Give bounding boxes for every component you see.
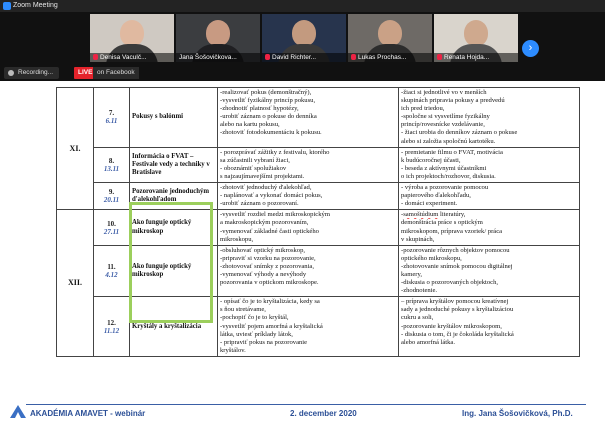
lesson-plan-table bbox=[56, 87, 580, 357]
lesson-goals: -vysvetliť rozdiel medzi mikroskopickým a makroskopickým pozorovaním, -vymenovať základné časti optického mikroskopu, bbox=[218, 210, 399, 245]
spellcheck-flag: samoštúdium bbox=[403, 211, 439, 219]
lesson-number: 10. 27.11 bbox=[94, 210, 130, 245]
footer-divider bbox=[26, 404, 586, 405]
table-row bbox=[57, 183, 580, 210]
stream-target: on Facebook bbox=[93, 67, 139, 79]
muted-mic-icon bbox=[93, 54, 98, 60]
participant-tile-2[interactable] bbox=[176, 14, 260, 62]
shared-screen-slide bbox=[0, 81, 605, 431]
table-row bbox=[57, 88, 580, 148]
lesson-goals: - porozprávať zážitky z festivalu, ktorého sa zúčastnili vybraní žiaci, - oboznámiť spolužiakov s najzaujímavejšími projektami. bbox=[218, 147, 399, 182]
table-row bbox=[57, 147, 580, 182]
window-titlebar bbox=[0, 0, 605, 12]
lesson-activities: - premietanie filmu o FVAT, motivácia k budúcoročnej účasti, - beseda z aktívnymi účastníkmi o ich projektoch/rozhovor, diskusia. bbox=[399, 147, 580, 182]
chevron-right-icon: › bbox=[528, 42, 533, 54]
table-row bbox=[57, 297, 580, 357]
lesson-topic: Kryštály a kryštalizácia bbox=[130, 297, 218, 357]
footer-author: Ing. Jana Šošovičková, Ph.D. bbox=[462, 409, 573, 418]
lesson-topic: Pokusy s balónmi bbox=[130, 88, 218, 148]
participant-name: David Richter... bbox=[262, 53, 346, 62]
participant-name: Jana Šošovičkova... bbox=[176, 53, 260, 62]
live-badge: LIVE bbox=[74, 67, 96, 79]
lesson-goals: -zhotoviť jednoduchý d'alekohľad, - naplánovať a vykonať domáci pokus, -urobiť záznam o pozorovaní. bbox=[218, 183, 399, 210]
participant-tile-5[interactable] bbox=[434, 14, 518, 62]
lesson-number: 11. 4.12 bbox=[94, 245, 130, 297]
lesson-activities: -samoštúdium literatúry, demonštrácia práce s optickým mikroskopom, príprava vzoriek/ práca v skupinách, bbox=[399, 210, 580, 245]
window-title: Zoom Meeting bbox=[13, 2, 58, 9]
recording-indicator[interactable]: Recording... bbox=[4, 67, 59, 79]
lesson-goals: -obsluhovať optický mikroskop, -pripraviť si vzorku na pozorovanie, -zhotovovať snímky z pozorovania, -vymenovať výhody a nevýhody pozorovania v optickom mikroskope. bbox=[218, 245, 399, 297]
participant-tile-4[interactable] bbox=[348, 14, 432, 62]
lesson-topic: Informácia o FVAT – Festivale vedy a techniky v Bratislave bbox=[130, 147, 218, 182]
record-icon bbox=[8, 70, 14, 76]
lesson-topic: Pozorovanie jednoduchým d'alekohľadom bbox=[130, 183, 218, 210]
amavet-logo-icon bbox=[8, 403, 28, 419]
footer-date: 2. december 2020 bbox=[290, 409, 357, 418]
lesson-goals: - opísať čo je to kryštalizácia, kedy sa s ňou stretávame, -pochopiť čo je to kryštál, -vysvetliť pojem amorfná a kryštalická látka, uviesť príklady látok, - pripraviť pokus na pozorovanie kryštálov. bbox=[218, 297, 399, 357]
lesson-activities: - výroba a pozorovanie pomocou papierového ďalekohľadu, - domáci experiment. bbox=[399, 183, 580, 210]
table-row bbox=[57, 210, 580, 245]
muted-mic-icon bbox=[437, 54, 442, 60]
next-participants-button[interactable] bbox=[522, 40, 539, 57]
lesson-topic: Ako funguje optický mikroskop bbox=[130, 245, 218, 297]
table-row bbox=[57, 245, 580, 297]
lesson-activities: – príprava kryštálov pomocou kreatívnej sady a jednoduché pokusy s kryštalizáciou cukru a soli, -pozorovanie kryštálov mikroskopom, - diskusia o tom, či je čokoláda kryštalická alebo amorfná látka. bbox=[399, 297, 580, 357]
participant-name: Denisa Vaculč... bbox=[90, 53, 174, 62]
lesson-number: 8. 13.11 bbox=[94, 147, 130, 182]
lesson-number: 12. 11.12 bbox=[94, 297, 130, 357]
status-bar bbox=[0, 65, 605, 81]
muted-mic-icon bbox=[265, 54, 270, 60]
participant-name: Renata Hojda... bbox=[434, 53, 518, 62]
zoom-logo-icon bbox=[3, 2, 11, 10]
lesson-activities: -pozorovanie rôznych objektov pomocou optického mikroskopu, -zhotovovanie snímok pomocou digitálnej kamery, -diskusia o pozorovaných objektoch, -zhodnotenie. bbox=[399, 245, 580, 297]
lesson-activities: -žiaci si jednotlivé vo v menších skupinách pripravia pokusy a predvedú ich pred triedou, -spoločne si vysvetlíme fyzikálny princíp/rovesnícke vzdelávanie, - žiaci urobia do denníkov záznam o pokuse alebo si založia spoločnú kartotéku. bbox=[399, 88, 580, 148]
lesson-topic: Ako funguje optický mikroskop bbox=[130, 210, 218, 245]
lesson-goals: -realizovať pokus (demonštračný), -vysvetliť fyzikálny princíp pokusu, -zhodnotiť platnosť hypotézy, -urobiť záznam o pokuse do denníka alebo na kartu pokusu, -zhotoviť fotodokumentáciu k pokusu. bbox=[218, 88, 399, 148]
footer-brand: AKADÉMIA AMAVET - webinár bbox=[30, 409, 146, 418]
muted-mic-icon bbox=[351, 54, 356, 60]
participant-tile-3[interactable] bbox=[262, 14, 346, 62]
lesson-number: 9. 20.11 bbox=[94, 183, 130, 210]
lesson-number: 7. 6.11 bbox=[94, 88, 130, 148]
participant-strip bbox=[0, 12, 605, 65]
month-cell: XII. bbox=[57, 210, 94, 357]
participant-tile-1[interactable] bbox=[90, 14, 174, 62]
participant-name: Lukas Prochas... bbox=[348, 53, 432, 62]
month-cell: XI. bbox=[57, 88, 94, 210]
